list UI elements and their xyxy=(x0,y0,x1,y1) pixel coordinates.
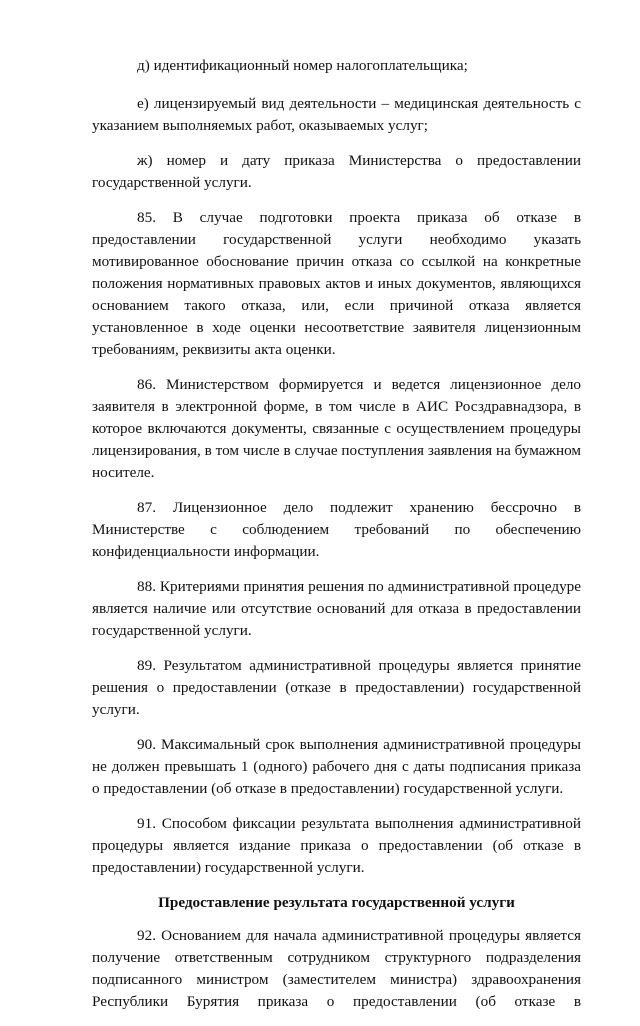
document-page xyxy=(92,55,581,1026)
paragraph-89: 89. Результатом административной процедуры является принятие решения о предоставлении (отказе в предоставлении) государственной услуги. xyxy=(92,657,581,718)
paragraph-86: 86. Министерством формируется и ведется лицензионное дело заявителя в электронной форме, в том числе в АИС Росздравнадзора, в которое включаются документы, связанные с осуществлением процедуры лицензирования, в том числе в случае поступления заявления на бумажном носителе. xyxy=(92,376,581,481)
paragraph-92: 92. Основанием для начала административной процедуры является получение ответственным сотрудником структурного подразделения подписанного министром (заместителем министра) здравоохранения Республики Бурятия приказа о предоставлении (об отказе в xyxy=(92,927,581,1010)
paragraph-item-d: д) идентификационный номер налогоплательщика; xyxy=(137,57,468,74)
paragraph-90: 90. Максимальный срок выполнения административной процедуры не должен превышать 1 (одного) рабочего дня с даты подписания приказа о предоставлении (об отказе в предоставлении) государственной услуги. xyxy=(92,736,581,797)
paragraph-item-zh: ж) номер и дату приказа Министерства о предоставлении государственной услуги. xyxy=(92,152,581,191)
paragraph-85: 85. В случае подготовки проекта приказа об отказе в предоставлении государственной услуги необходимо указать мотивированное обоснование причин отказа со ссылкой на конкретные положения нормативных правовых актов и иных документов, являющихся основанием такого отказа, или, если причиной отказа является установленное в ходе оценки несоответствие заявителя лицензионным требованиям, реквизиты акта оценки. xyxy=(92,209,581,358)
section-heading: Предоставление результата государственной услуги xyxy=(158,894,515,911)
paragraph-88: 88. Критериями принятия решения по административной процедуре является наличие или отсутствие оснований для отказа в предоставлении государственной услуги. xyxy=(92,578,581,639)
paragraph-item-e: е) лицензируемый вид деятельности – медицинская деятельность с указанием выполняемых работ, оказываемых услуг; xyxy=(92,95,581,134)
paragraph-91: 91. Способом фиксации результата выполнения административной процедуры является издание приказа о предоставлении (об отказе в предоставлении) государственной услуги. xyxy=(92,815,581,876)
paragraph-87: 87. Лицензионное дело подлежит хранению бессрочно в Министерстве с соблюдением требований по обеспечению конфиденциальности информации. xyxy=(92,499,581,560)
